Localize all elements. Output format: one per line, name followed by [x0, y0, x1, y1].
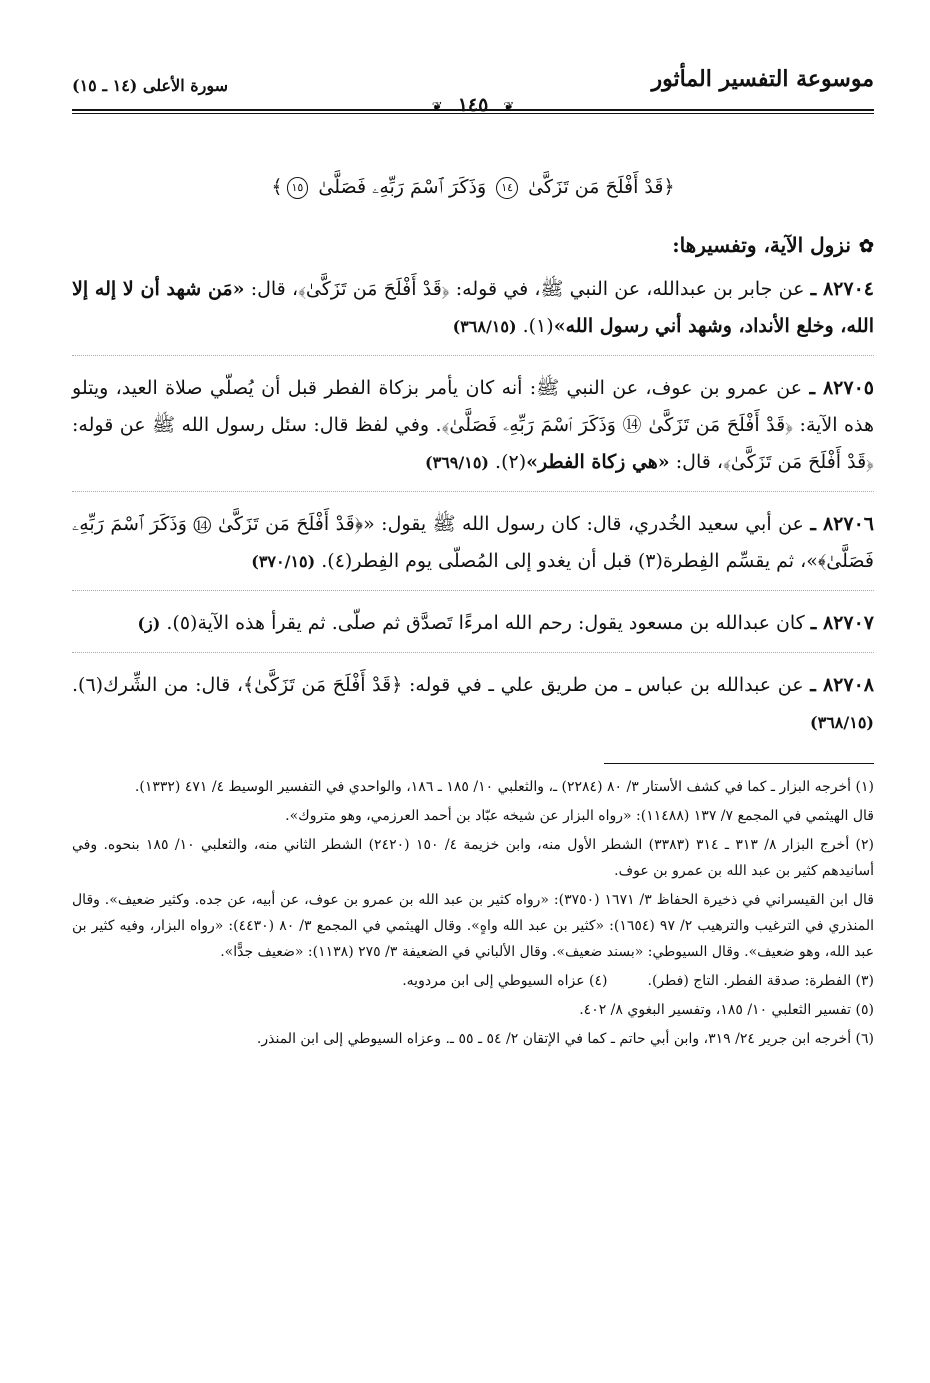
- page-header: [72, 60, 874, 116]
- footnote-ref: (٥).: [166, 612, 198, 634]
- ornament-icon: ❦: [503, 100, 515, 115]
- footnote: (٢) أخرج البزار ٨/ ٣١٣ ـ ٣١٤ (٣٣٨٣) الشطر الأول منه، وابن خزيمة ٤/ ١٥٠ (٢٤٢٠) الشطر الثاني منه، والثعلبي ١٠/ ١٨٥ بنحوه. وفي أسانيدهم كثير بن عبد الله بن عمرو بن عوف.: [72, 837, 875, 879]
- entry-source: (٣٦٨/١٥): [810, 713, 874, 732]
- verse-number-marker: ١٥: [287, 177, 309, 199]
- header-rule-thin: [72, 113, 874, 114]
- footnote: قال الهيثمي في المجمع ٧/ ١٣٧ (١١٤٨٨): «رواه البزار عن شيخه عبّاد بن أحمد العرزمي، وهو متروك».: [285, 808, 874, 824]
- entry-separator: [72, 355, 874, 356]
- footnote: (١) أخرجه البزار ـ كما في كشف الأستار ٣/ ٨٠ (٢٢٨٤) ـ، والثعلبي ١٠/ ١٨٥ ـ ١٨٦، والواحدي في التفسير الوسيط ٤/ ٤٧١ (١٣٣٢).: [134, 779, 874, 795]
- entry-separator: [72, 590, 874, 591]
- page: [72, 60, 874, 1055]
- footnotes-rule: [604, 763, 874, 764]
- footnotes: [72, 774, 874, 1052]
- entry-text: كان عبدالله بن مسعود يقول: رحم الله امرءًا تَصدَّق ثم صلّى. ثم يقرأ هذه الآية: [197, 612, 805, 634]
- entry-number: ٨٢٧٠٦ ـ: [810, 513, 874, 535]
- narration-entry: [72, 667, 874, 741]
- flower-bullet-icon: ✿: [858, 236, 874, 257]
- verse-number-marker: ١٤: [496, 177, 518, 199]
- footnote: (٤) عزاه السيوطي إلى ابن مردويه.: [402, 973, 608, 989]
- footnote: قال ابن القيسراني في ذخيرة الحفاظ ٣/ ١٦٧١ (٣٧٥٠): «رواه كثير بن عبد الله بن عمرو بن عوف، عن أبيه، عن جده. وكثير ضعيف». وقال المنذري في الترغيب والترهيب ٢/ ٩٧ (١٦٥٤): «كثير بن عبد الله واهٍ». وقال الهيثمي في المجمع ٣/ ٨٠ (٤٤٣٠): «رواه البزار، وفيه كثير بن عبد الله، وهو ضعيف». وقال السيوطي: «بسند ضعيف». وقال الألباني في الضعيفة ٣/ ٢٧٥ (١١٣٨): «ضعيف جدًّا».: [72, 892, 875, 960]
- page-number: ١٤٥: [457, 94, 489, 116]
- entry-quote: «مَن شهد أن لا إله إلا الله، وخلع الأنداد، وشهد أني رسول الله»: [72, 278, 874, 337]
- entry-source: (٣٦٨/١٥): [452, 317, 517, 336]
- verse-part: ﴿قَدْ أَفْلَحَ مَن تَزَكَّىٰ: [528, 176, 675, 198]
- entry-text: عن أبي سعيد الخُدري، قال: كان رسول الله ﷺ يقول: «﴿قَدْ أَفْلَحَ مَن تَزَكَّىٰ ⑭ وَذَكَرَ ٱسْمَ رَبِّهِۦ فَصَلَّىٰ﴾»، ثم يقسِّم الفِطرة(٣) قبل أن يغدو إلى المُصلّى يوم الفِطر: [72, 513, 874, 572]
- entry-number: ٨٢٧٠٨ ـ: [810, 674, 874, 696]
- footnote-pair: [72, 968, 874, 994]
- entry-source: (٣٧٠/١٥): [251, 552, 316, 571]
- entry-number: ٨٢٧٠٤ ـ: [810, 278, 874, 300]
- quran-verse: [72, 176, 874, 199]
- narration-entry: [72, 605, 874, 642]
- entry-number: ٨٢٧٠٥ ـ: [809, 377, 874, 399]
- entry-text: عن جابر بن عبدالله، عن النبي ﷺ، في قوله: ﴿قَدْ أَفْلَحَ مَن تَزَكَّىٰ﴾، قال:: [250, 278, 805, 300]
- entry-text: عن عبدالله بن عباس ـ من طريق علي ـ في قوله: ﴿قَدْ أَفْلَحَ مَن تَزَكَّىٰ﴾، قال: من الشِّرك: [103, 674, 804, 696]
- verse-part: وَذَكَرَ ٱسْمَ رَبِّهِۦ فَصَلَّىٰ: [318, 176, 487, 198]
- footnote-ref: (٦).: [72, 674, 104, 696]
- narration-entry: [72, 271, 874, 345]
- footnote: (٦) أخرجه ابن جرير ٢٤/ ٣١٩، وابن أبي حاتم ـ كما في الإتقان ٢/ ٥٤ ـ ٥٥ ـ. وعزاه السيوطي إلى ابن المنذر.: [256, 1031, 874, 1047]
- narration-entry: [72, 506, 874, 580]
- entry-separator: [72, 491, 874, 492]
- surah-title: سورة الأعلى (١٤ ـ ١٥): [72, 76, 229, 95]
- footnote-ref: (٢).: [495, 451, 527, 473]
- book-title: موسوعة التفسير المأثور: [651, 66, 874, 92]
- footnote: (٣) الفطرة: صدقة الفطر. التاج (فطر).: [647, 973, 874, 989]
- entry-number: ٨٢٧٠٧ ـ: [810, 612, 874, 634]
- footnote-ref: (١).: [522, 315, 554, 337]
- entry-source: (٣٦٩/١٥): [425, 453, 489, 472]
- section-heading-text: نزول الآية، وتفسيرها:: [672, 233, 851, 257]
- entry-text: عن عمرو بن عوف، عن النبي ﷺ: أنه كان يأمر بزكاة الفطر قبل أن يُصلّي صلاة العيد، ويتلو هذه الآية: ﴿قَدْ أَفْلَحَ مَن تَزَكَّىٰ ⑭ وَذَكَرَ ٱسْمَ رَبِّهِۦ فَصَلَّىٰ﴾. وفي لفظ قال: سئل رسول الله ﷺ عن قوله: ﴿قَدْ أَفْلَحَ مَن تَزَكَّىٰ﴾، قال:: [72, 377, 874, 473]
- section-heading: [72, 233, 874, 257]
- verse-close-bracket: ﴾: [271, 176, 283, 198]
- entry-source: (ز): [137, 614, 161, 633]
- entry-quote: «هي زكاة الفطر»: [526, 451, 670, 473]
- entry-separator: [72, 652, 874, 653]
- narration-entry: [72, 370, 874, 481]
- footnote-ref: (٤).: [321, 550, 353, 572]
- footnote: (٥) تفسير الثعلبي ١٠/ ١٨٥، وتفسير البغوي ٨/ ٤٠٢.: [579, 1002, 874, 1018]
- ornament-icon: ❦: [431, 100, 443, 115]
- header-rule: [72, 109, 874, 111]
- entries-list: [72, 271, 874, 741]
